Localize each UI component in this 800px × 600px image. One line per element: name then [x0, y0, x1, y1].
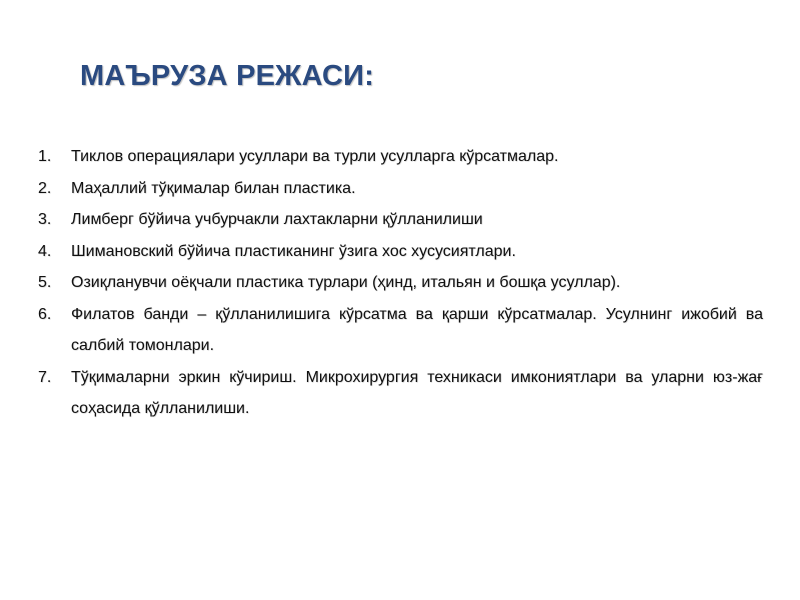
list-item	[38, 236, 763, 268]
list-item-number: 5.	[38, 274, 52, 291]
list-item-text: Лимберг бўйича учбурчакли лахтакларни қўлланилиши	[71, 211, 483, 228]
list-item-text: Тиклов операциялари усуллари ва турли усулларга кўрсатмалар.	[71, 148, 559, 165]
list-item-number: 7.	[38, 368, 52, 386]
list-item	[38, 141, 763, 173]
list-item	[38, 204, 763, 236]
list-item-number: 1.	[38, 148, 52, 165]
list-item-text: Филатов банди – қўлланилишига кўрсатма ва қарши кўрсатмалар. Усулнинг ижобий ва салбий томонлари.	[71, 305, 763, 354]
agenda-list	[38, 141, 763, 425]
page-title: МАЪРУЗА РЕЖАСИ:	[80, 60, 375, 92]
list-item	[38, 267, 763, 299]
list-item	[38, 299, 763, 362]
list-item-number: 2.	[38, 179, 52, 197]
list-item-number: 4.	[38, 242, 52, 260]
list-item-number: 6.	[38, 305, 52, 323]
list-item-text: Тўқималарни эркин кўчириш. Микрохирургия техникаси имкониятлари ва уларни юз-жағ соҳасида қўлланилиши.	[71, 368, 763, 417]
list-item	[38, 173, 763, 205]
list-item-text: Маҳаллий тўқималар билан пластика.	[71, 179, 356, 197]
list-item-number: 3.	[38, 211, 52, 228]
list-item	[38, 362, 763, 425]
list-item-text: Озиқланувчи оёқчали пластика турлари (ҳинд, итальян и бошқа усуллар).	[71, 274, 621, 291]
list-item-text: Шимановский бўйича пластиканинг ўзига хос хусусиятлари.	[71, 242, 516, 260]
